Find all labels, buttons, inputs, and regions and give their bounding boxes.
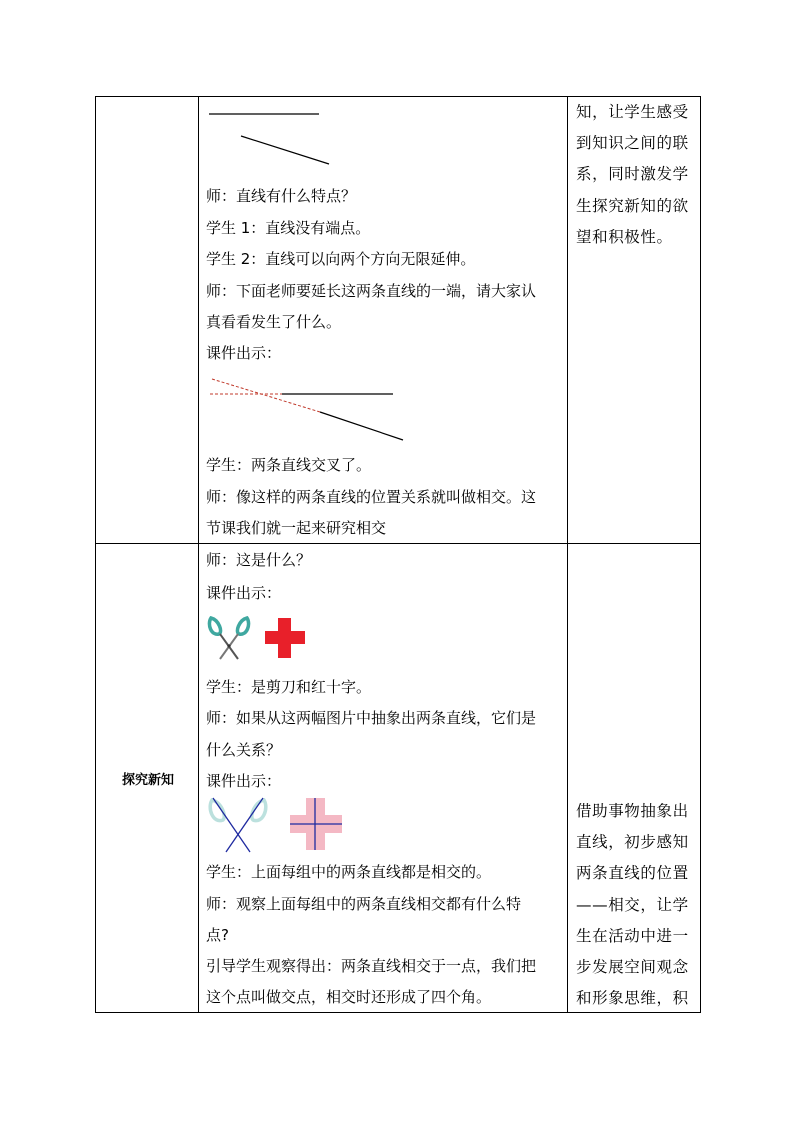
row2-line-3: 学生：是剪刀和红十字。 bbox=[206, 678, 372, 696]
extended-lines-figure bbox=[200, 370, 410, 445]
row1-line-5: 真看看发生了什么。 bbox=[206, 313, 342, 331]
row1-line-8: 师：像这样的两条直线的位置关系就叫做相交。这 bbox=[206, 488, 537, 506]
table-border-col1 bbox=[198, 96, 199, 1013]
row1-line-6: 课件出示： bbox=[206, 344, 282, 362]
slanted-line bbox=[241, 136, 329, 164]
cross-lines-icon bbox=[288, 796, 344, 852]
table-border-left bbox=[95, 96, 96, 1013]
row2-line-1: 师：这是什么？ bbox=[206, 551, 312, 569]
red-cross-icon bbox=[265, 618, 305, 658]
row1-line-4: 师：下面老师要延长这两条直线的一端，请大家认 bbox=[206, 282, 537, 300]
row2-design-note: 借助事物抽象出直线，初步感知两条直线的位置——相交，让学生在活动中进一步发展空间观念和形象思维，积 bbox=[576, 802, 689, 1008]
scissors-icon bbox=[205, 614, 253, 664]
slanted-line-solid bbox=[320, 412, 403, 440]
row2-line-7: 学生：上面每组中的两条直线都是相交的。 bbox=[206, 863, 492, 881]
table-border-right bbox=[700, 96, 701, 1013]
row2-line-5: 什么关系？ bbox=[206, 741, 282, 759]
row2-line-9: 点? bbox=[206, 926, 229, 944]
row1-line-1: 师：直线有什么特点？ bbox=[206, 187, 357, 205]
table-row-divider bbox=[95, 543, 701, 544]
row2-line-8: 师：观察上面每组中的两条直线相交都有什么特 bbox=[206, 895, 522, 913]
row1-line-7: 学生：两条直线交叉了。 bbox=[206, 456, 372, 474]
section-label-explore: 探究新知 bbox=[121, 773, 174, 788]
scissors-lines-icon bbox=[205, 796, 271, 854]
table-border-bottom bbox=[95, 1012, 701, 1013]
row2-line-6: 课件出示： bbox=[206, 772, 282, 790]
row1-line-9: 节课我们就一起来研究相交 bbox=[206, 519, 387, 537]
slanted-line-extension-dashed bbox=[212, 379, 320, 412]
two-lines-figure bbox=[200, 100, 340, 170]
row2-line-11: 这个点叫做交点，相交时还形成了四个角。 bbox=[206, 988, 492, 1006]
row1-design-note: 知，让学生感受到知识之间的联系，同时激发学生探究新知的欲望和积极性。 bbox=[576, 103, 689, 246]
row2-line-4: 师：如果从这两幅图片中抽象出两条直线，它们是 bbox=[206, 709, 537, 727]
row1-line-3: 学生 2：直线可以向两个方向无限延伸。 bbox=[206, 250, 476, 268]
table-border-col2 bbox=[567, 96, 568, 1013]
row2-line-2: 课件出示： bbox=[206, 584, 282, 602]
row2-line-10: 引导学生观察得出：两条直线相交于一点，我们把 bbox=[206, 957, 537, 975]
row1-line-2: 学生 1：直线没有端点。 bbox=[206, 219, 371, 237]
